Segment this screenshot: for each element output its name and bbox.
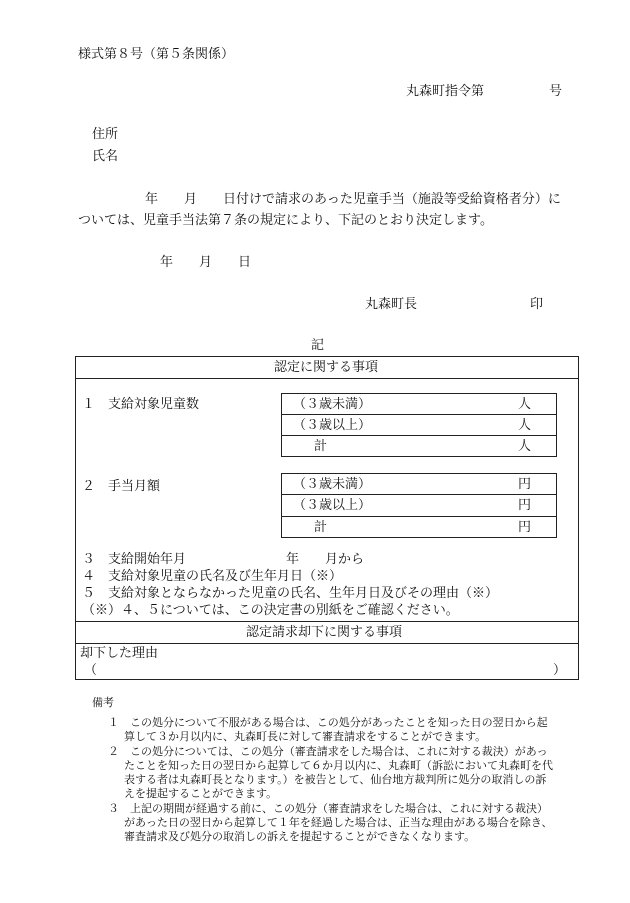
remark-1-line: 算して３か月以内に、丸森町長に対して審査請求をすることができます。 <box>124 730 487 743</box>
divider <box>281 494 557 495</box>
section2-title: 認定請求却下に関する事項 <box>246 625 403 640</box>
divider <box>75 621 579 622</box>
paren-open: （ <box>84 663 98 678</box>
count-row-label: （３歳未満） <box>293 397 372 412</box>
divider <box>75 378 579 379</box>
allowance-row-unit: 円 <box>518 477 532 492</box>
allowance-row-label: 計 <box>314 520 328 535</box>
name-label: 氏名 <box>92 149 119 164</box>
remark-1-line: １ この処分について不服がある場合は、この処分があったことを知った日の翌日から起 <box>108 716 548 729</box>
section1-title: 認定に関する事項 <box>274 360 379 375</box>
address-label: 住所 <box>92 127 119 142</box>
mayor-title: 丸森町長 <box>365 297 418 312</box>
count-row-label: 計 <box>314 439 328 454</box>
remark-2-line: 表する者は丸森町長となります。）を被告として、仙台地方裁判所に処分の取消しの訴 <box>124 773 547 786</box>
allowance-row-label: （３歳未満） <box>293 477 372 492</box>
count-row-unit: 人 <box>518 439 532 454</box>
item3-label: ３ 支給開始年月 <box>82 552 187 567</box>
remark-3-line: があった日の翌日から起算して１年を経過した場合は、正当な理由がある場合を除き、 <box>124 816 553 829</box>
divider <box>75 643 579 644</box>
remark-3-line: 審査請求及び処分の取消しの訴えを提起することができなくなります。 <box>124 830 476 843</box>
remarks-title: 備考 <box>92 696 114 709</box>
paren-close: ） <box>553 663 567 678</box>
item3-value: 年 月から <box>286 552 365 567</box>
remark-2-line: ２ この処分については、この処分（審査請求をした場合は、これに対する裁決）があっ <box>108 745 548 758</box>
reject-reason-label: 却下した理由 <box>80 646 159 661</box>
order-number: 丸森町指令第 号 <box>406 84 563 99</box>
divider <box>281 516 557 517</box>
remark-3-line: ３ 上記の期間が経過する前に、この処分（審査請求をした場合は、これに対する裁決） <box>108 802 548 815</box>
remark-2-line: えを提起することができます。 <box>124 787 278 800</box>
issue-date: 年 月 日 <box>160 255 252 270</box>
divider <box>281 414 557 415</box>
item4-text: ４ 支給対象児童の氏名及び生年月日（※） <box>82 569 343 584</box>
allowance-row-label: （３歳以上） <box>293 498 372 513</box>
body-line-2: ついては、児童手当法第７条の規定により、下記のとおり決定します。 <box>78 213 493 228</box>
allowance-row-unit: 円 <box>518 498 532 513</box>
item5-text: ５ 支給対象とならなかった児童の氏名、生年月日及びその理由（※） <box>82 586 499 601</box>
divider <box>281 435 557 436</box>
body-line-1: 年 月 日付けで請求のあった児童手当（施設等受給資格者分）に <box>145 192 561 207</box>
annex-note: （※）４、５については、この決定書の別紙をご確認ください。 <box>82 603 459 618</box>
seal-mark: 印 <box>530 297 544 312</box>
count-row-unit: 人 <box>518 397 532 412</box>
form-number: 様式第８号（第５条関係） <box>78 47 235 62</box>
remark-2-line: たことを知った日の翌日から起算して６か月以内に、丸森町（訴訟において丸森町を代 <box>124 759 553 772</box>
count-row-label: （３歳以上） <box>293 418 372 433</box>
allowance-row-unit: 円 <box>518 520 532 535</box>
item1-label: １ 支給対象児童数 <box>82 397 200 412</box>
item2-label: ２ 手当月額 <box>82 479 161 494</box>
count-row-unit: 人 <box>518 418 532 433</box>
ki-heading: 記 <box>311 338 325 353</box>
